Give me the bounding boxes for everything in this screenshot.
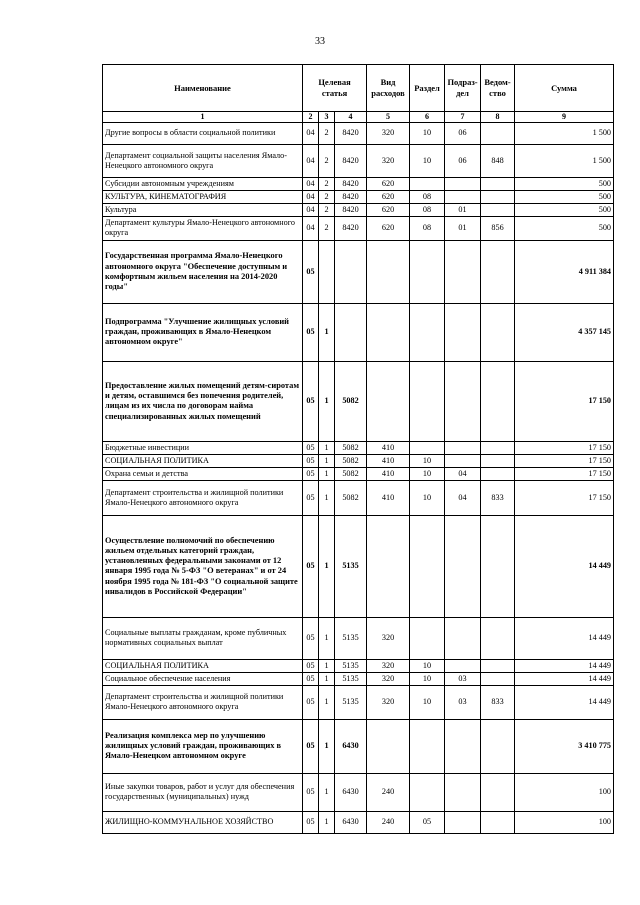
target-article-program: 04 — [303, 144, 319, 177]
target-article-subprogram: 1 — [319, 480, 335, 515]
target-article-code: 5082 — [335, 361, 367, 441]
section-code: 10 — [410, 454, 445, 467]
row-name: СОЦИАЛЬНАЯ ПОЛИТИКА — [103, 454, 303, 467]
section-code: 10 — [410, 672, 445, 685]
amount: 17 150 — [515, 480, 614, 515]
target-article-program: 05 — [303, 659, 319, 672]
table-row — [103, 773, 614, 811]
target-article-code: 8420 — [335, 144, 367, 177]
amount: 17 150 — [515, 467, 614, 480]
target-article-subprogram: 1 — [319, 685, 335, 719]
subsection-code — [445, 177, 481, 190]
target-article-subprogram: 1 — [319, 454, 335, 467]
target-article-code: 5082 — [335, 480, 367, 515]
department-code — [481, 441, 515, 454]
table-row — [103, 190, 614, 203]
table-row — [103, 454, 614, 467]
amount: 17 150 — [515, 454, 614, 467]
column-number: 4 — [335, 112, 367, 123]
target-article-program: 05 — [303, 515, 319, 617]
target-article-subprogram: 2 — [319, 122, 335, 144]
column-number: 7 — [445, 112, 481, 123]
header-subsection: Подраз-дел — [445, 65, 481, 112]
row-name: Субсидии автономным учреждениям — [103, 177, 303, 190]
table-row — [103, 240, 614, 303]
section-code: 05 — [410, 811, 445, 833]
header-amount: Сумма — [515, 65, 614, 112]
target-article-program: 05 — [303, 480, 319, 515]
row-name: Департамент культуры Ямало-Ненецкого автономного округа — [103, 216, 303, 240]
department-code: 848 — [481, 144, 515, 177]
target-article-subprogram: 1 — [319, 467, 335, 480]
row-name: Культура — [103, 203, 303, 216]
subsection-code: 06 — [445, 144, 481, 177]
target-article-code: 5135 — [335, 659, 367, 672]
department-code — [481, 177, 515, 190]
subsection-code: 04 — [445, 480, 481, 515]
target-article-code: 5135 — [335, 617, 367, 659]
department-code: 833 — [481, 480, 515, 515]
department-code — [481, 659, 515, 672]
department-code — [481, 190, 515, 203]
department-code — [481, 515, 515, 617]
row-name: Бюджетные инвестиции — [103, 441, 303, 454]
subsection-code: 06 — [445, 122, 481, 144]
target-article-program: 05 — [303, 303, 319, 361]
section-code: 10 — [410, 467, 445, 480]
row-name: Департамент строительства и жилищной политики Ямало-Ненецкого автономного округа — [103, 480, 303, 515]
target-article-code: 5082 — [335, 441, 367, 454]
amount: 14 449 — [515, 659, 614, 672]
section-code — [410, 240, 445, 303]
table-row — [103, 659, 614, 672]
section-code: 08 — [410, 203, 445, 216]
target-article-program: 05 — [303, 240, 319, 303]
expense-type: 240 — [367, 811, 410, 833]
section-code — [410, 719, 445, 773]
target-article-program: 05 — [303, 441, 319, 454]
target-article-code: 5135 — [335, 685, 367, 719]
amount: 500 — [515, 203, 614, 216]
amount: 17 150 — [515, 361, 614, 441]
subsection-code: 03 — [445, 685, 481, 719]
department-code: 833 — [481, 685, 515, 719]
column-number: 2 — [303, 112, 319, 123]
target-article-subprogram: 1 — [319, 617, 335, 659]
section-code: 08 — [410, 190, 445, 203]
department-code — [481, 811, 515, 833]
target-article-program: 05 — [303, 361, 319, 441]
target-article-code: 5082 — [335, 454, 367, 467]
row-name: Социальные выплаты гражданам, кроме публичных нормативных социальных выплат — [103, 617, 303, 659]
target-article-subprogram: 1 — [319, 515, 335, 617]
section-code: 10 — [410, 480, 445, 515]
subsection-code — [445, 361, 481, 441]
section-code — [410, 441, 445, 454]
column-number: 9 — [515, 112, 614, 123]
subsection-code: 01 — [445, 216, 481, 240]
subsection-code — [445, 719, 481, 773]
expense-type — [367, 361, 410, 441]
target-article-subprogram: 1 — [319, 719, 335, 773]
department-code — [481, 240, 515, 303]
header-row — [103, 65, 614, 112]
section-code — [410, 303, 445, 361]
department-code — [481, 122, 515, 144]
table-row — [103, 216, 614, 240]
amount: 17 150 — [515, 441, 614, 454]
row-name: КУЛЬТУРА, КИНЕМАТОГРАФИЯ — [103, 190, 303, 203]
column-number: 8 — [481, 112, 515, 123]
section-code: 08 — [410, 216, 445, 240]
department-code — [481, 672, 515, 685]
department-code — [481, 361, 515, 441]
department-code — [481, 467, 515, 480]
expense-type — [367, 719, 410, 773]
column-number: 1 — [103, 112, 303, 123]
expense-type — [367, 303, 410, 361]
target-article-code: 6430 — [335, 719, 367, 773]
expense-type: 410 — [367, 480, 410, 515]
department-code — [481, 203, 515, 216]
amount: 4 357 145 — [515, 303, 614, 361]
target-article-program: 05 — [303, 811, 319, 833]
row-name: Департамент социальной защиты населения Ямало-Ненецкого автономного округа — [103, 144, 303, 177]
table-row — [103, 672, 614, 685]
row-name: Предоставление жилых помещений детям-сиротам и детям, оставшимся без попечения родителей, лицам из их числа по договорам найма специализированных жилых помещений — [103, 361, 303, 441]
table-row — [103, 122, 614, 144]
row-name: Реализация комплекса мер по улучшению жилищных условий граждан, проживающих в Ямало-Ненецком автономном округе — [103, 719, 303, 773]
table-row — [103, 719, 614, 773]
subsection-code — [445, 240, 481, 303]
expense-type: 320 — [367, 617, 410, 659]
amount: 100 — [515, 773, 614, 811]
subsection-code — [445, 811, 481, 833]
expense-type: 320 — [367, 144, 410, 177]
amount: 500 — [515, 216, 614, 240]
target-article-program: 05 — [303, 467, 319, 480]
target-article-subprogram: 2 — [319, 177, 335, 190]
target-article-subprogram: 1 — [319, 361, 335, 441]
table-row — [103, 617, 614, 659]
expense-type: 240 — [367, 773, 410, 811]
budget-table — [102, 64, 614, 834]
target-article-subprogram — [319, 240, 335, 303]
expense-type: 410 — [367, 467, 410, 480]
subsection-code: 01 — [445, 203, 481, 216]
table-row — [103, 467, 614, 480]
column-number: 5 — [367, 112, 410, 123]
row-name: Социальное обеспечение населения — [103, 672, 303, 685]
subsection-code — [445, 659, 481, 672]
expense-type: 620 — [367, 177, 410, 190]
target-article-program: 05 — [303, 454, 319, 467]
subsection-code — [445, 454, 481, 467]
department-code — [481, 454, 515, 467]
expense-type: 620 — [367, 216, 410, 240]
section-code — [410, 177, 445, 190]
amount: 3 410 775 — [515, 719, 614, 773]
row-name: ЖИЛИЩНО-КОММУНАЛЬНОЕ ХОЗЯЙСТВО — [103, 811, 303, 833]
target-article-program: 05 — [303, 773, 319, 811]
target-article-subprogram: 1 — [319, 672, 335, 685]
target-article-subprogram: 1 — [319, 303, 335, 361]
row-name: Подпрограмма "Улучшение жилищных условий граждан, проживающих в Ямало-Ненецком автономном округе" — [103, 303, 303, 361]
section-code: 10 — [410, 122, 445, 144]
target-article-program: 04 — [303, 122, 319, 144]
expense-type: 410 — [367, 441, 410, 454]
target-article-program: 05 — [303, 617, 319, 659]
department-code — [481, 719, 515, 773]
amount: 14 449 — [515, 685, 614, 719]
expense-type: 320 — [367, 122, 410, 144]
target-article-subprogram: 2 — [319, 216, 335, 240]
target-article-program: 05 — [303, 672, 319, 685]
expense-type: 320 — [367, 672, 410, 685]
table-row — [103, 177, 614, 190]
target-article-program: 04 — [303, 190, 319, 203]
header-department: Ведом-ство — [481, 65, 515, 112]
expense-type: 620 — [367, 203, 410, 216]
department-code — [481, 303, 515, 361]
expense-type: 410 — [367, 454, 410, 467]
header-section: Раздел — [410, 65, 445, 112]
target-article-subprogram: 1 — [319, 773, 335, 811]
target-article-code — [335, 240, 367, 303]
amount: 14 449 — [515, 672, 614, 685]
amount: 14 449 — [515, 515, 614, 617]
row-name: Государственная программа Ямало-Ненецкого автономного округа "Обеспечение доступным и комфортным жильем населения на 2014-2020 годы" — [103, 240, 303, 303]
expense-type: 320 — [367, 685, 410, 719]
table-row — [103, 441, 614, 454]
table-row — [103, 480, 614, 515]
target-article-subprogram: 2 — [319, 144, 335, 177]
section-code — [410, 515, 445, 617]
department-code — [481, 617, 515, 659]
table-row — [103, 811, 614, 833]
subsection-code — [445, 303, 481, 361]
expense-type: 620 — [367, 190, 410, 203]
target-article-program: 05 — [303, 685, 319, 719]
target-article-code: 8420 — [335, 177, 367, 190]
subsection-code — [445, 190, 481, 203]
column-number: 6 — [410, 112, 445, 123]
section-code: 10 — [410, 144, 445, 177]
expense-type — [367, 240, 410, 303]
subsection-code — [445, 773, 481, 811]
target-article-code: 8420 — [335, 122, 367, 144]
amount: 14 449 — [515, 617, 614, 659]
table-row — [103, 144, 614, 177]
target-article-subprogram: 1 — [319, 811, 335, 833]
subsection-code: 03 — [445, 672, 481, 685]
row-name: СОЦИАЛЬНАЯ ПОЛИТИКА — [103, 659, 303, 672]
expense-type: 320 — [367, 659, 410, 672]
section-code — [410, 773, 445, 811]
header-target-article: Целевая статья — [303, 65, 367, 112]
row-name: Охрана семьи и детства — [103, 467, 303, 480]
target-article-subprogram: 2 — [319, 190, 335, 203]
target-article-code: 8420 — [335, 190, 367, 203]
target-article-code: 5135 — [335, 672, 367, 685]
section-code: 10 — [410, 685, 445, 719]
row-name: Осуществление полномочий по обеспечению жильем отдельных категорий граждан, установленных федеральными законами от 12 января 1995 года № 5-ФЗ "О ветеранах" и от 24 ноября 1995 года № 181-ФЗ "О социальной защите инвалидов в Российской Федерации" — [103, 515, 303, 617]
target-article-subprogram: 2 — [319, 203, 335, 216]
target-article-code: 8420 — [335, 203, 367, 216]
amount: 1 500 — [515, 122, 614, 144]
target-article-program: 04 — [303, 177, 319, 190]
target-article-program: 04 — [303, 203, 319, 216]
table-row — [103, 685, 614, 719]
target-article-code: 8420 — [335, 216, 367, 240]
table-row — [103, 361, 614, 441]
department-code — [481, 773, 515, 811]
amount: 500 — [515, 190, 614, 203]
section-code — [410, 361, 445, 441]
target-article-subprogram: 1 — [319, 441, 335, 454]
column-numbers-row — [103, 112, 614, 123]
amount: 500 — [515, 177, 614, 190]
subsection-code — [445, 441, 481, 454]
subsection-code — [445, 515, 481, 617]
section-code — [410, 617, 445, 659]
target-article-subprogram: 1 — [319, 659, 335, 672]
target-article-program: 05 — [303, 719, 319, 773]
amount: 1 500 — [515, 144, 614, 177]
target-article-code: 6430 — [335, 773, 367, 811]
table-row — [103, 515, 614, 617]
header-expense-type: Вид расходов — [367, 65, 410, 112]
department-code: 856 — [481, 216, 515, 240]
amount: 100 — [515, 811, 614, 833]
row-name: Иные закупки товаров, работ и услуг для обеспечения государственных (муниципальных) нужд — [103, 773, 303, 811]
subsection-code — [445, 617, 481, 659]
column-number: 3 — [319, 112, 335, 123]
target-article-code: 5082 — [335, 467, 367, 480]
expense-type — [367, 515, 410, 617]
table-row — [103, 303, 614, 361]
target-article-code: 6430 — [335, 811, 367, 833]
section-code: 10 — [410, 659, 445, 672]
amount: 4 911 384 — [515, 240, 614, 303]
table-row — [103, 203, 614, 216]
row-name: Департамент строительства и жилищной политики Ямало-Ненецкого автономного округа — [103, 685, 303, 719]
page-number: 33 — [315, 36, 325, 47]
target-article-code: 5135 — [335, 515, 367, 617]
target-article-program: 04 — [303, 216, 319, 240]
header-name: Наименование — [103, 65, 303, 112]
target-article-code — [335, 303, 367, 361]
row-name: Другие вопросы в области социальной политики — [103, 122, 303, 144]
subsection-code: 04 — [445, 467, 481, 480]
